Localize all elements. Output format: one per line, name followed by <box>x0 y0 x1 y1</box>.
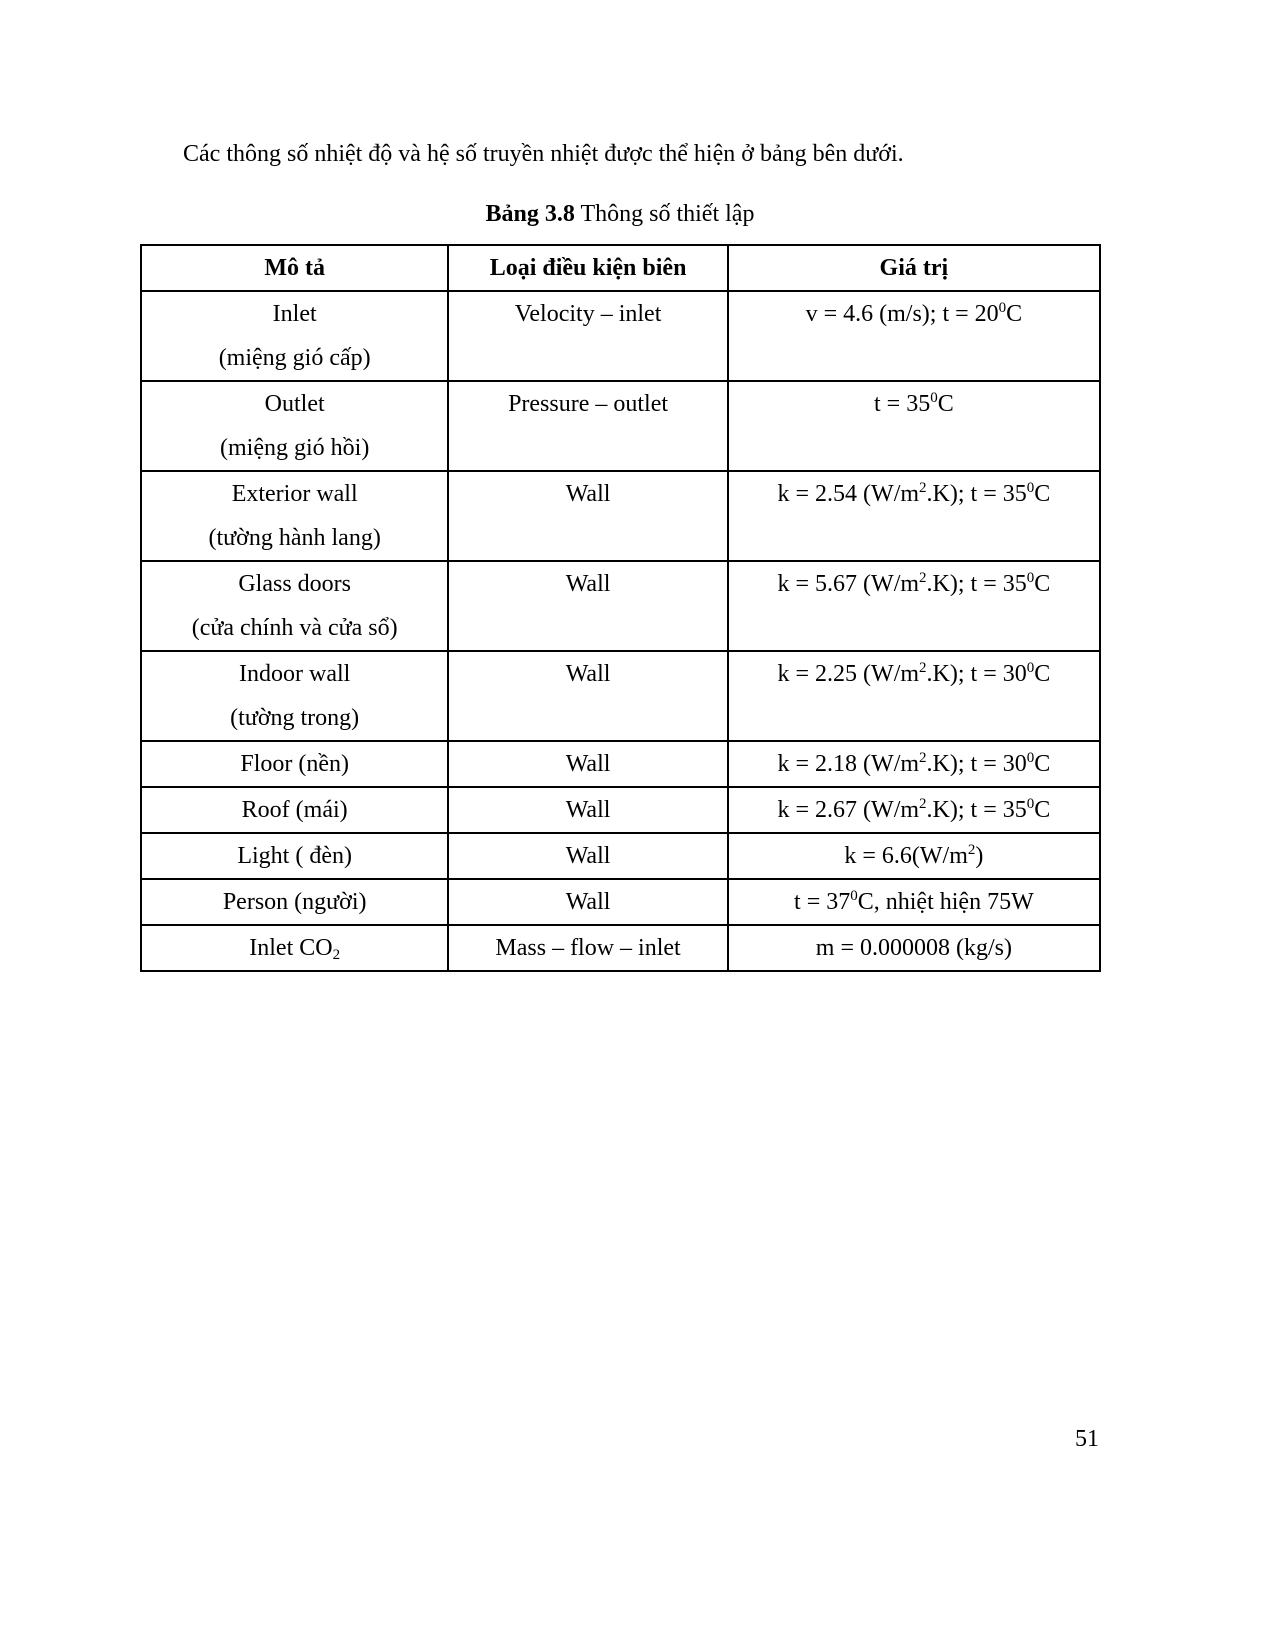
table-row <box>141 879 1100 925</box>
cell-description <box>141 381 448 471</box>
text-segment: .K); t = 30 <box>926 661 1027 687</box>
superscript: 2 <box>919 750 927 766</box>
cell-boundary-type: Mass – flow – inlet <box>448 925 727 971</box>
text-segment: C <box>1034 481 1051 507</box>
text-segment: ) <box>975 843 984 869</box>
description-name: Outlet <box>264 391 325 417</box>
text-segment: k = 5.67 (W/m <box>777 571 920 597</box>
description-vietnamese: (tường hành lang) <box>208 525 381 551</box>
subscript: 2 <box>332 947 341 963</box>
text-segment: .K); t = 35 <box>926 797 1027 823</box>
superscript: 2 <box>919 660 927 676</box>
cell-boundary-type: Pressure – outlet <box>448 381 727 471</box>
description-name: Indoor wall <box>239 661 351 687</box>
text-segment: C <box>1034 571 1051 597</box>
cell-value <box>728 471 1100 561</box>
text-segment: .K); t = 35 <box>926 571 1027 597</box>
cell-value <box>728 291 1100 381</box>
superscript: 0 <box>1026 570 1035 586</box>
cell-description <box>141 741 448 787</box>
superscript: 0 <box>1026 660 1035 676</box>
caption-title: Thông số thiết lập <box>574 201 755 227</box>
table-row <box>141 833 1100 879</box>
cell-value <box>728 787 1100 833</box>
superscript: 0 <box>1026 480 1035 496</box>
cell-boundary-type: Wall <box>448 833 727 879</box>
header-boundary-type: Loại điều kiện biên <box>448 245 727 291</box>
superscript: 0 <box>930 390 938 406</box>
description-name: Glass doors <box>238 571 351 597</box>
cell-boundary-type: Wall <box>448 879 727 925</box>
header-description: Mô tả <box>141 245 448 291</box>
cell-description <box>141 651 448 741</box>
cell-description <box>141 561 448 651</box>
description-vietnamese: (cửa chính và cửa sổ) <box>191 615 398 641</box>
text-segment: k = 2.54 (W/m <box>777 481 920 507</box>
page-number: 51 <box>1075 1426 1099 1452</box>
description-name: Person (người) <box>222 889 367 915</box>
table-row <box>141 787 1100 833</box>
description-name: Light ( đèn) <box>237 843 352 869</box>
text-segment: .K); t = 35 <box>926 481 1027 507</box>
cell-value <box>728 879 1100 925</box>
text-segment: C, nhiệt hiện 75W <box>857 889 1034 915</box>
cell-value <box>728 833 1100 879</box>
header-value: Giá trị <box>728 245 1100 291</box>
intro-paragraph: Các thông số nhiệt độ và hệ số truyền nhiệt được thể hiện ở bảng bên dưới. <box>183 141 904 167</box>
table-row <box>141 381 1100 471</box>
description-vietnamese: (tường trong) <box>230 705 360 731</box>
caption-label: Bảng 3.8 <box>485 201 575 227</box>
cell-boundary-type: Velocity – inlet <box>448 291 727 381</box>
cell-value <box>728 925 1100 971</box>
cell-boundary-type: Wall <box>448 787 727 833</box>
table-row <box>141 925 1100 971</box>
text-segment: C <box>1034 661 1051 687</box>
table-row <box>141 651 1100 741</box>
text-segment: t = 35 <box>874 391 931 417</box>
cell-description <box>141 787 448 833</box>
superscript: 0 <box>1026 796 1035 812</box>
cell-boundary-type: Wall <box>448 561 727 651</box>
cell-value <box>728 651 1100 741</box>
cell-description <box>141 833 448 879</box>
boundary-conditions-table <box>140 244 1101 972</box>
cell-description <box>141 879 448 925</box>
superscript: 2 <box>967 842 976 858</box>
cell-value <box>728 741 1100 787</box>
cell-boundary-type: Wall <box>448 471 727 561</box>
description-name: Inlet <box>272 301 317 327</box>
superscript: 2 <box>919 570 927 586</box>
text-segment: t = 37 <box>794 889 851 915</box>
superscript: 2 <box>919 480 927 496</box>
cell-value <box>728 561 1100 651</box>
description-vietnamese: (miệng gió hồi) <box>220 435 370 461</box>
description-name: Floor (nền) <box>240 751 349 777</box>
description-name: Exterior wall <box>231 481 358 507</box>
table-row <box>141 741 1100 787</box>
table-row <box>141 561 1100 651</box>
text-segment: C <box>1034 751 1051 777</box>
description-name: Roof (mái) <box>241 797 348 823</box>
superscript: 0 <box>850 888 858 904</box>
cell-description <box>141 291 448 381</box>
cell-boundary-type: Wall <box>448 651 727 741</box>
text-segment: k = 2.67 (W/m <box>777 797 920 823</box>
cell-value <box>728 381 1100 471</box>
table-row <box>141 471 1100 561</box>
superscript: 2 <box>919 796 927 812</box>
cell-description <box>141 471 448 561</box>
text-segment: v = 4.6 (m/s); t = 20 <box>805 301 999 327</box>
text-segment: .K); t = 30 <box>926 751 1027 777</box>
table-caption <box>0 201 1240 228</box>
text-segment: k = 2.18 (W/m <box>777 751 920 777</box>
cell-description <box>141 925 448 971</box>
text-segment: k = 2.25 (W/m <box>777 661 920 687</box>
superscript: 0 <box>998 300 1007 316</box>
text-segment: C <box>1034 797 1051 823</box>
table-row <box>141 291 1100 381</box>
cell-boundary-type: Wall <box>448 741 727 787</box>
text-segment: C <box>937 391 954 417</box>
text-segment: k = 6.6(W/m <box>844 843 968 869</box>
text-segment: Inlet CO <box>249 935 333 961</box>
superscript: 0 <box>1026 750 1035 766</box>
table-header-row <box>141 245 1100 291</box>
description-vietnamese: (miệng gió cấp) <box>218 345 371 371</box>
text-segment: m = 0.000008 (kg/s) <box>815 935 1012 961</box>
text-segment: C <box>1006 301 1023 327</box>
